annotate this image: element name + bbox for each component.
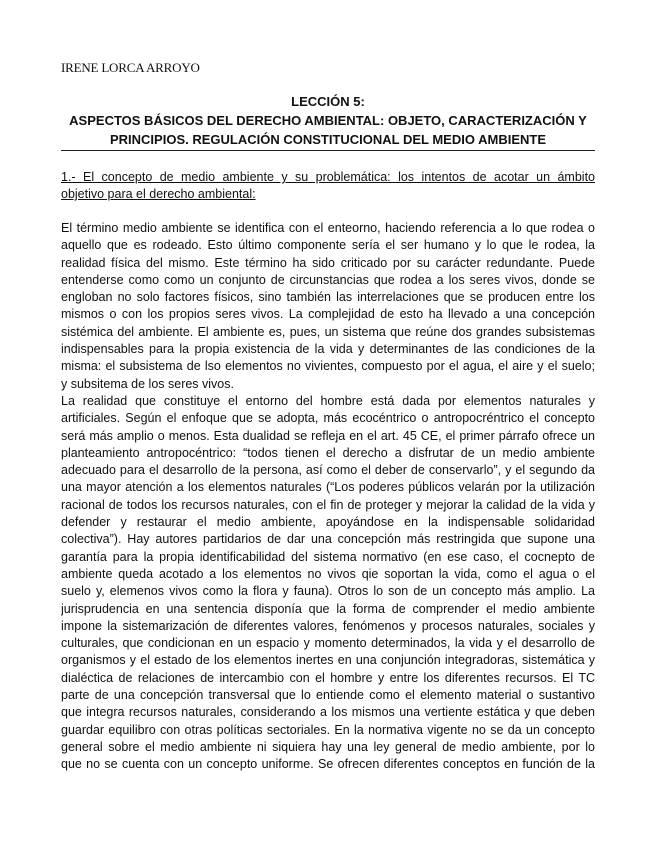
body-line: que no se cuenta con un concepto uniforme. Se ofrecen diferentes conceptos en función de la bbox=[61, 757, 595, 772]
lesson-title bbox=[61, 92, 595, 149]
body-line: engloban no solo factores físicos, sino también las interrelaciones que se producen entre los bbox=[61, 290, 595, 305]
body-line: dialéctica de relaciones de intercambio con el hombre y entre los diferentes recursos. El TC bbox=[61, 670, 595, 685]
author-name: IRENE LORCA ARROYO bbox=[61, 60, 200, 75]
body-line: racional de todos los recursos naturales, con el fin de proteger y mejorar la calidad de la vida y bbox=[61, 497, 595, 512]
body-line: defender y restaurar el medio ambiente, apoyándose en la indispensable solidaridad bbox=[61, 515, 595, 530]
body-line: general sobre el medio ambiente ni siquiera hay una ley general de medio ambiente, por lo bbox=[61, 739, 595, 754]
body-line: que integra recursos naturales, considerando a los mismos una vertiente estática y que deben bbox=[61, 705, 595, 720]
body-line: realidad física del mismo. Este término ha sido criticado por su carácter redundante. Puede bbox=[61, 255, 595, 270]
body-line: jurisprudencia en una sentencia disponía que la forma de comprender el medio ambiente bbox=[61, 601, 595, 616]
body-line: y subsitema de los seres vivos. bbox=[61, 376, 234, 391]
section-heading bbox=[61, 169, 595, 204]
body-line: impone la sistemarización de diferentes valores, fenómenos y procesos naturales, sociales y bbox=[61, 618, 595, 633]
body-line: suelo y, elemenos vivos como la flora y fauna). Otros lo son de un concepto más amplio. La bbox=[61, 584, 595, 599]
body-line: entenderse como como un conjunto de circunstancias que rodea a los seres vivos, donde se bbox=[61, 272, 595, 287]
title-line-3: PRINCIPIOS. REGULACIÓN CONSTITUCIONAL DEL MEDIO AMBIENTE bbox=[109, 132, 546, 147]
body-line: La realidad que constituye el entorno del hombre está dada por elementos naturales y bbox=[61, 393, 595, 408]
title-divider bbox=[61, 150, 595, 151]
body-line: artificiales. Según el enfoque que se adopta, más ecocéntrico o antropocréntrico el concepto bbox=[61, 411, 595, 426]
body-line: culturales, que condicionan en un espacio y momento determinados, la vida y el desarrollo de bbox=[61, 636, 595, 651]
body-line: adecuado para el desarrollo de la persona, así como el deber de conservarlo”, y el segundo da bbox=[61, 463, 595, 478]
body-line: mismos o con los propios seres vivos. La complejidad de esto ha llevado a una concepción bbox=[61, 307, 595, 322]
body-line: será más amplio o menos. Esta dualidad se refleja en el art. 45 CE, el primer párrafo ofrece un bbox=[61, 428, 595, 443]
body-line: guardar equilibro con otras políticas sectoriales. En la normativa vigente no se da un concepto bbox=[61, 722, 595, 737]
body-line: parte de una concepción transversal que lo entiende como el elemento material o sustantivo bbox=[61, 688, 595, 703]
section-heading-line-2: objetivo para el derecho ambiental: bbox=[61, 187, 256, 202]
body-line: una mayor atención a los elementos naturales (“Los poderes públicos velarán por la utilización bbox=[61, 480, 595, 495]
title-line-1: LECCIÓN 5: bbox=[291, 94, 365, 109]
body-line: colectiva”). Hay autores partidarios de dar una concepción más restringida que supone una bbox=[61, 532, 595, 547]
body-line: El término medio ambiente se identifica con el enteorno, haciendo referencia a lo que rodea o bbox=[61, 221, 595, 235]
body-line: planteamiento antropocéntrico: “todos tienen el derecho a disfrutar de un medio ambiente bbox=[61, 445, 595, 460]
body-line: garantía para la propia identificabilidad del sistema normativo (en ese caso, el cocnepto de bbox=[61, 549, 595, 564]
body-line: sistémica del ambiente. El ambiente es, pues, un sistema que reúne dos grandes subsistemas bbox=[61, 324, 595, 339]
body-line: ambiente queda acotado a los elementos no vivos qie soportan la vida, como el agua o el bbox=[61, 566, 595, 581]
body-line: aquello que es rodeado. Esto último componente sería el ser humano y lo que le rodea, la bbox=[61, 238, 595, 253]
body-line: indispensables para la propia existencia de la vida y determinantes de las condiciones de la bbox=[61, 342, 595, 357]
body-line: organismos y el estado de los elementos inertes en una conjunción integradoras, sistemática y bbox=[61, 653, 595, 668]
title-line-2: ASPECTOS BÁSICOS DEL DERECHO AMBIENTAL: OBJETO, CARACTERIZACIÓN Y bbox=[69, 113, 587, 128]
body-line: misma: el subsistema de lso elementos no vivientes, compuesto por el agua, el aire y el suelo; bbox=[61, 359, 595, 374]
body-text bbox=[61, 220, 595, 774]
section-heading-line-1: 1.- El concepto de medio ambiente y su problemática: los intentos de acotar un ámbito bbox=[61, 170, 595, 184]
